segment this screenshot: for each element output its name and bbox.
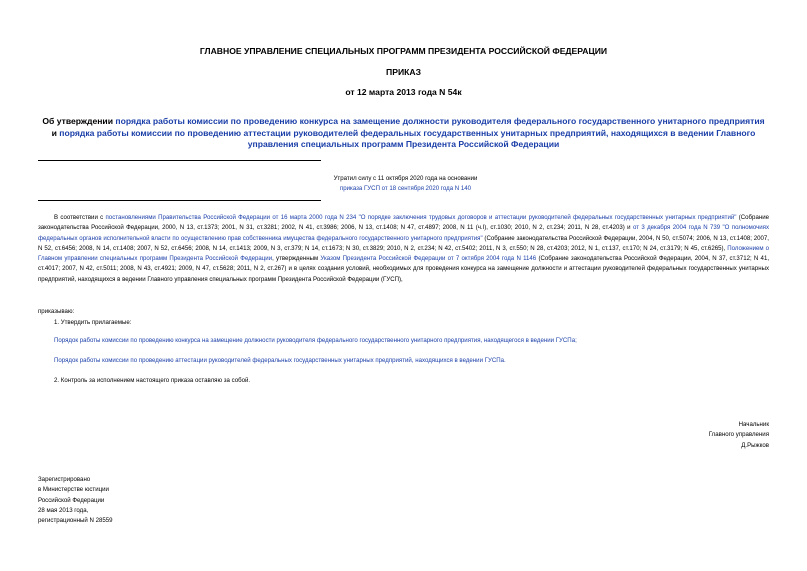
preamble-text-3: (Собрание законодательства Российской Федерации, 2004, N 50, ст.5074; 2006, N 13, ст.1408; 2007, N 52, ст.6456; 2008, N 14, ст.1408; 2007, N 52, ст.6456; 2008, N 14, ст.1413; 2009, N 3, ст.379; N 14, ст.1673; N 30, ст.3829; 2010, N 2, ст.234; N 42, ст.5402; 2011, N 3, ст.550; N 28, ст.4203; 2012, N 1, ст.137, ст.170; N 24, ст.3179; N 45, ст.6265), (38, 234, 769, 252)
procedure-link-2-line (54, 357, 506, 364)
repeal-order-link[interactable]: приказа ГУСП от 18 сентября 2020 года N 140 (339, 185, 472, 192)
decree-1146-link[interactable]: Указом Президента Российской Федерации от 7 октября 2004 года N 1146 (320, 255, 537, 263)
registration-block (38, 475, 113, 526)
registration-line-1: Зарегистрировано (38, 476, 91, 483)
registration-line-3: Российской Федерации (38, 496, 105, 504)
divider-bottom (38, 200, 321, 201)
status-note-link-line (290, 185, 521, 192)
procedure-link-1-line (54, 337, 577, 344)
registration-line-2: в Министерстве юстиции (38, 486, 109, 494)
preamble-text-1: В соответствии с (54, 214, 106, 221)
resolution-234-link[interactable]: постановлениями Правительства Российской Федерации от 16 марта 2000 года N 234 "О порядке заключения трудовых договоров и аттестации руководителей федеральных государственных унитарных предприятий" (105, 214, 737, 221)
title-link-order-2[interactable]: порядка работы комиссии по проведению аттестации руководителей федеральных государственных унитарных предприятий, находящихся в ведении Главного управления специальных программ Президента Российской Федерации (59, 127, 756, 149)
signature-block (709, 420, 769, 451)
preamble-paragraph (38, 213, 769, 285)
signature-name: Д.Рыжков (741, 441, 769, 449)
regulation-gusp-link[interactable]: Положением о Главном управлении специальных программ Президента Российской Федерации (38, 244, 769, 263)
resolution-739-link[interactable]: от 3 декабря 2004 года N 739 "О полномочиях федеральных органов исполнительной власти по осуществлению прав собственника имущества федерального государственного унитарного предприятия" (38, 224, 769, 242)
order-item-1: 1. Утвердить прилагаемые: (54, 319, 132, 326)
signature-organization: Главного управления (708, 431, 769, 439)
title-link-order-1[interactable]: порядка работы комиссии по проведению конкурса на замещение должности руководителя федерального государственного унитарного предприятия (115, 116, 765, 126)
order-item-2: 2. Контроль за исполнением настоящего приказа оставляю за собой. (54, 377, 251, 384)
preamble-text-4: , утвержденным (272, 255, 321, 263)
registration-line-5: регистрационный N 28559 (38, 517, 113, 525)
preamble-text-2: (Собрание законодательства Российской Федерации, 2000, N 13, ст.1373; 2001, N 31, ст.3281; 2002, N 41, ст.3986; 2006, N 13, ст.1408; N 47, ст.4897; 2008, N 11 (ч.I), ст.1030; 2010, N 2, ст.234; 2011, N 28, ст.4203) и (38, 214, 769, 232)
status-note: Утратил силу с 11 октября 2020 года на основании (333, 175, 478, 182)
document-type: ПРИКАЗ (386, 67, 421, 77)
agency-heading: ГЛАВНОЕ УПРАВЛЕНИЕ СПЕЦИАЛЬНЫХ ПРОГРАММ ПРЕЗИДЕНТА РОССИЙСКОЙ ФЕДЕРАЦИИ (199, 46, 608, 56)
title-text-2: и (51, 127, 60, 138)
preamble-text-5: (Собрание законодательства Российской Федерации, 2004, N 37, ст.3712; N 41, ст.4017; 2007, N 42, ст.5011; 2008, N 43, ст.4921; 2009, N 47, ст.5628; 2011, N 2, ст.267) и в целях создания условий, необходимых для проведения конкурса на замещение должности и аттестации руководителей федеральных государственных унитарных предприятий, находящихся в ведении Главного управления специальных программ Президента Российской Федерации (ГУСП), (38, 255, 770, 283)
procedure-attestation-link[interactable]: Порядок работы комиссии по проведению аттестации руководителей федеральных государственных унитарных предприятий, находящихся в ведении ГУСПа. (54, 357, 506, 364)
order-word: приказываю: (38, 308, 75, 315)
document-title (40, 116, 767, 151)
registration-line-4: 28 мая 2013 года, (38, 506, 89, 514)
document-date-number: от 12 марта 2013 года N 54к (345, 87, 462, 97)
title-text-1: Об утверждении (42, 116, 116, 126)
procedure-competition-link[interactable]: Порядок работы комиссии по проведению конкурса на замещение должности руководителя федерального государственного унитарного предприятия, находящегося в ведении ГУСПа; (54, 337, 577, 344)
signature-position: Начальник (738, 421, 769, 428)
divider-top (38, 160, 321, 161)
